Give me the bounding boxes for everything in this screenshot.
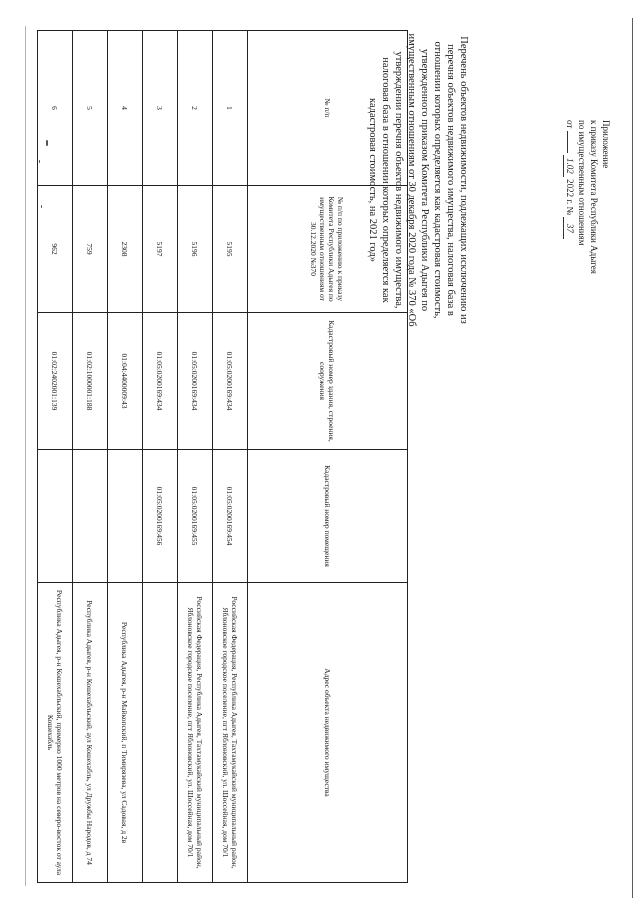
date-year: 2022 г. (565, 179, 575, 205)
cell-room-cadastral: 01:05:0200169:455 (178, 450, 213, 583)
cell-building-cadastral: 01:02:2402001:139 (38, 313, 73, 450)
col-header-ref-index: № п/п по приложению к приказу Комитета Республики Адыгея по имущественным отношениям от 30.12.2020 №370 (248, 186, 408, 313)
cell-index: 6 (38, 31, 73, 186)
cell-building-cadastral: 01:05:0200169:434 (143, 313, 178, 450)
cell-building-cadastral: 01:05:0200169:434 (178, 313, 213, 450)
from-label: от (565, 120, 575, 129)
cell-building-cadastral: 01:05:0200169:434 (213, 313, 248, 450)
cell-address: Российская Федерация, Республика Адыгея, Тахтамукайский муниципальный район, Яблоновское городское поселение, пгт Яблоновский, ул. Шоссейная, дом 70/1 (213, 583, 248, 883)
cell-room-cadastral (38, 450, 73, 583)
appendix-date-line (563, 120, 576, 233)
table-row (73, 31, 108, 883)
number-label: № (565, 206, 575, 216)
col-header-building-cadastral: Кадастровый номер здания, строения, сооружения (248, 313, 408, 450)
document-heading: Перечень объектов недвижимости, подлежащих исключению из перечня объектов недвижимого имущества, налоговая база в отношении которых определяется как кадастровая стоимость, утвержденного приказом Комитета Республики Адыгея по имущественным отношениям от 30 декабря 2020 года № 370 «Об утверждении перечня объектов недвижимого имущества, налоговая база в отношении которых определяется как кадастровая стоимость, на 2021 год» (367, 33, 469, 327)
cell-ref-index: 759 (73, 186, 108, 313)
col-header-index: № п/п (248, 31, 408, 186)
cell-index: 3 (143, 31, 178, 186)
table-row (143, 31, 178, 883)
cell-room-cadastral: 01:05:0200169:456 (143, 450, 178, 583)
cell-ref-index: 5197 (143, 186, 178, 313)
cell-index: 4 (108, 31, 143, 186)
cell-address: Республика Адыгея, р-н Майкопский, п Тимирязева, ул Садовая, д 2в (108, 583, 143, 883)
cell-ref-index: 5196 (178, 186, 213, 313)
appendix-line1: к приказу Комитета Республики Адыгея (589, 120, 599, 274)
col-header-address: Адрес объекта недвижимого имущества (248, 583, 408, 883)
cell-building-cadastral: 01:04:4400009:43 (108, 313, 143, 450)
cell-room-cadastral: 01:05:0200169:454 (213, 450, 248, 583)
cell-address: Республика Адыгея, р-н Кошехабльский, аул Кошехабль, ул Дружбы Народов, д 74 (73, 583, 108, 883)
table-row (178, 31, 213, 883)
cell-index: 1 (213, 31, 248, 186)
order-number: 37 (563, 217, 576, 239)
appendix-title: Приложение (601, 120, 611, 169)
cell-room-cadastral (73, 450, 108, 583)
appendix-line2: по имущественным отношениям (577, 120, 587, 246)
cell-ref-index: 5195 (213, 186, 248, 313)
col-header-room-cadastral: Кадастровый номер помещения (248, 450, 408, 583)
scan-edge-bottom (25, 26, 26, 886)
scan-edge-top (632, 18, 633, 898)
appendix-block (563, 120, 612, 274)
cell-index: 5 (73, 31, 108, 186)
cell-ref-index: 962 (38, 186, 73, 313)
table-row (108, 31, 143, 883)
table-row (213, 31, 248, 883)
cell-address (143, 583, 178, 883)
table-row (38, 31, 73, 883)
cell-address: Российская Федерация, Республика Адыгея, Тахтамукайский муниципальный район, Яблоновское городское поселение, пгт Яблоновский, ул. Шоссейная, дом 70/1 (178, 583, 213, 883)
cell-room-cadastral (108, 450, 143, 583)
cell-building-cadastral: 01:02:1000001:188 (73, 313, 108, 450)
cell-address: Республика Адыгея, р-н Кошехабльский, примерно 1000 метров на северо-восток от аула Кошехабль (38, 583, 73, 883)
cell-ref-index: 2308 (108, 186, 143, 313)
property-table (37, 30, 408, 883)
cell-index: 2 (178, 31, 213, 186)
date-month: 1.02 (563, 155, 576, 177)
date-day (567, 131, 568, 153)
